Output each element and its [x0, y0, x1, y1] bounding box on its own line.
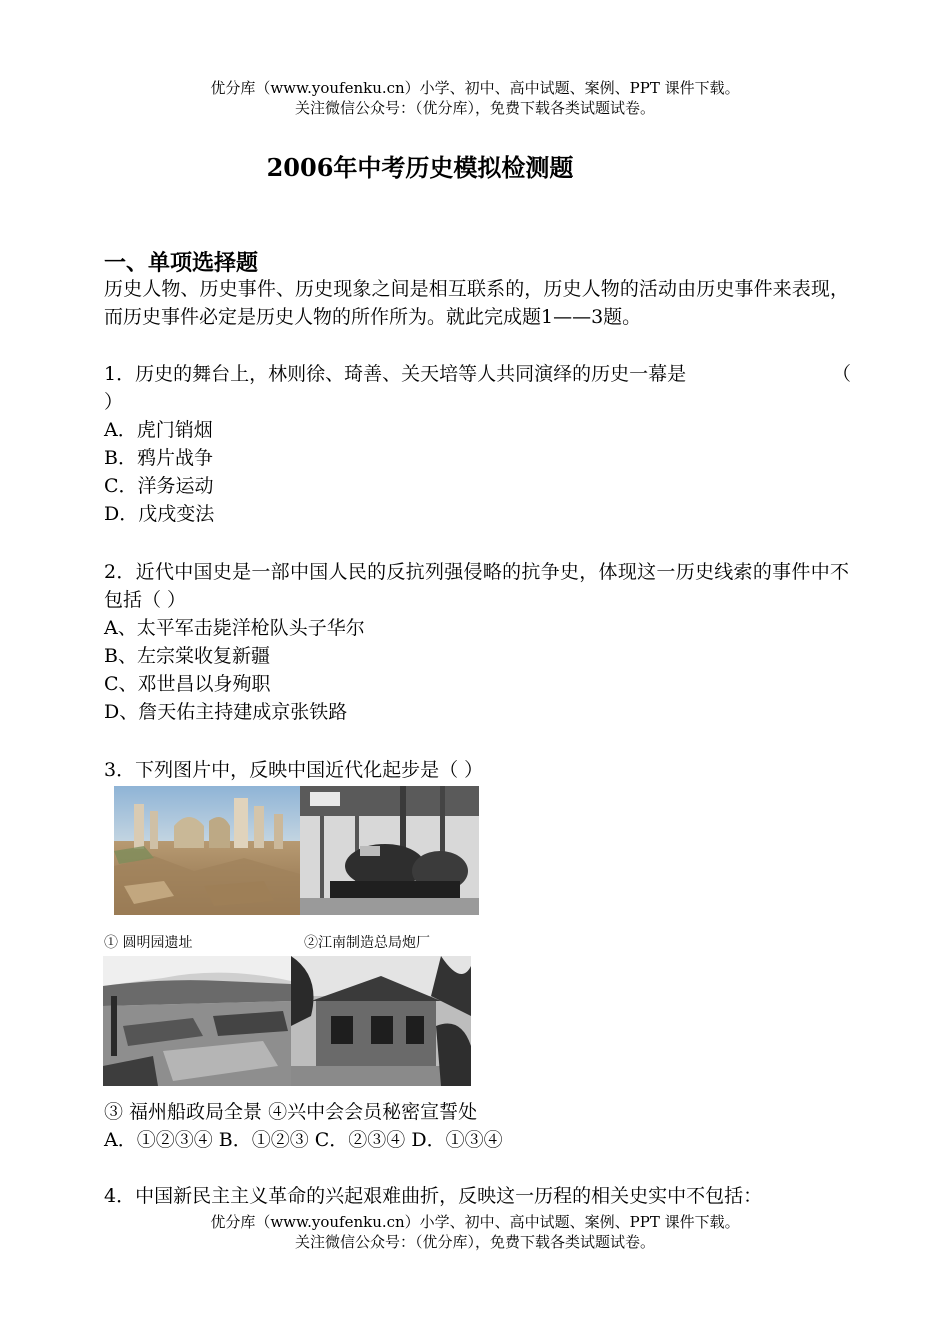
q2-option-a: A、太平军击毙洋枪队头子华尔: [104, 617, 365, 639]
q1-option-d: D．戊戌变法: [104, 503, 215, 525]
q1-paren-close: ）: [104, 391, 124, 413]
header-line-1: 优分库（www.youfenku.cn）小学、初中、高中试题、案例、PPT 课件下载。: [210, 79, 740, 97]
q2-stem: 2．近代中国史是一部中国人民的反抗列强侵略的抗争史，体现这一历史线索的事件中不包括（ ）: [104, 561, 849, 611]
q1-stem: 1．历史的舞台上，林则徐、琦善、关天培等人共同演绎的历史一幕是: [104, 363, 687, 385]
q2-option-b: B、左宗棠收复新疆: [104, 645, 270, 667]
section-intro: 历史人物、历史事件、历史现象之间是相互联系的，历史人物的活动由历史事件来表现，而历史事件必定是历史人物的所作所为。就此完成题1——3题。: [104, 278, 849, 328]
q1-option-a: A．虎门销烟: [104, 419, 213, 441]
caption-photos-3-4: ③ 福州船政局全景 ④兴中会会员秘密宣誓处: [104, 1101, 478, 1123]
footer-line-1: 优分库（www.youfenku.cn）小学、初中、高中试题、案例、PPT 课件下载。: [210, 1213, 740, 1231]
q2-option-d: D、詹天佑主持建成京张铁路: [104, 701, 348, 723]
q2-option-c: C、邓世昌以身殉职: [104, 673, 271, 695]
q3-answer-options: A．①②③④ B．①②③ C．②③④ D．①③④: [104, 1129, 503, 1151]
page-title: 2006年中考历史模拟检测题: [266, 153, 574, 182]
q1-option-b: B．鸦片战争: [104, 447, 213, 469]
jiangnan-arsenal-photo: [300, 786, 479, 915]
q4-stem: 4．中国新民主主义革命的兴起艰难曲折，反映这一历程的相关史实中不包括：: [104, 1185, 763, 1207]
caption-photo-2: ②江南制造总局炮厂: [304, 935, 430, 951]
caption-photo-1: ① 圆明园遗址: [104, 935, 193, 951]
q1-option-c: C．洋务运动: [104, 475, 214, 497]
q1-paren-open: （: [832, 363, 852, 385]
xingzhonghui-site-photo: [291, 956, 471, 1086]
section-heading: 一、单项选择题: [104, 251, 259, 276]
q3-stem: 3．下列图片中，反映中国近代化起步是（ ）: [104, 759, 484, 781]
header-line-2: 关注微信公众号：（优分库），免费下载各类试题试卷。: [294, 99, 655, 117]
footer-line-2: 关注微信公众号：（优分库），免费下载各类试题试卷。: [294, 1233, 655, 1251]
yuanmingyuan-ruins-photo: [114, 786, 300, 915]
fuzhou-shipyard-photo: [103, 956, 291, 1086]
